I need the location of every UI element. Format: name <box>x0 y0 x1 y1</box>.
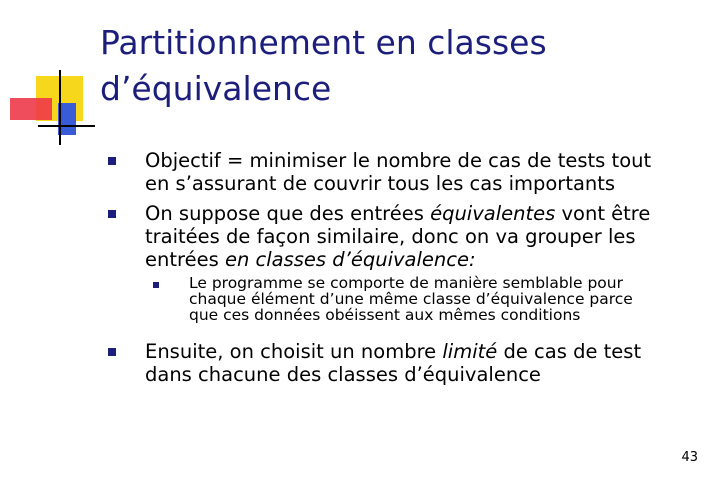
emphasis-text: limité <box>442 340 498 363</box>
bullet-3-line-1: Ensuite, on choisit un nombre limité de cas de test <box>145 340 642 363</box>
bullet-marker <box>108 157 116 165</box>
sub-bullet-text <box>189 275 633 323</box>
slide-title <box>100 20 700 112</box>
bullet-2-text <box>145 202 650 271</box>
title-line-2: d’équivalence <box>100 69 332 108</box>
sub-bullet-line-1: Le programme se comporte de manière semblable pour <box>189 274 623 292</box>
title-line-1: Partitionnement en classes <box>100 23 547 62</box>
emphasis-text: en classes d’équivalence: <box>224 248 476 271</box>
sub-bullet-marker <box>153 282 159 288</box>
emphasis-text: équivalentes <box>430 202 556 225</box>
bullet-2-line-3: entrées en classes d’équivalence: <box>145 248 476 271</box>
bullet-1-text <box>145 149 651 195</box>
bullet-2-line-2: traitées de façon similaire, donc on va grouper les <box>145 225 636 248</box>
bullet-marker <box>108 210 116 218</box>
deco-red-bar <box>10 98 52 120</box>
bullet-marker <box>108 348 116 356</box>
bullet-2-line-1: On suppose que des entrées équivalentes vont être <box>145 202 651 225</box>
sub-bullet-line-2: chaque élément d’une même classe d’équivalence parce <box>189 290 633 308</box>
page-number: 43 <box>681 450 698 465</box>
bullet-3-line-2: dans chacune des classes d’équivalence <box>145 363 541 386</box>
decorative-squares-graphic <box>0 0 100 160</box>
sub-bullet-line-3: que ces données obéissent aux mêmes conditions <box>189 306 581 324</box>
bullet-1-line-1: Objectif = minimiser le nombre de cas de tests tout <box>145 149 652 172</box>
bullet-3-text <box>145 340 641 386</box>
bullet-1-line-2: en s’assurant de couvrir tous les cas importants <box>145 172 616 195</box>
